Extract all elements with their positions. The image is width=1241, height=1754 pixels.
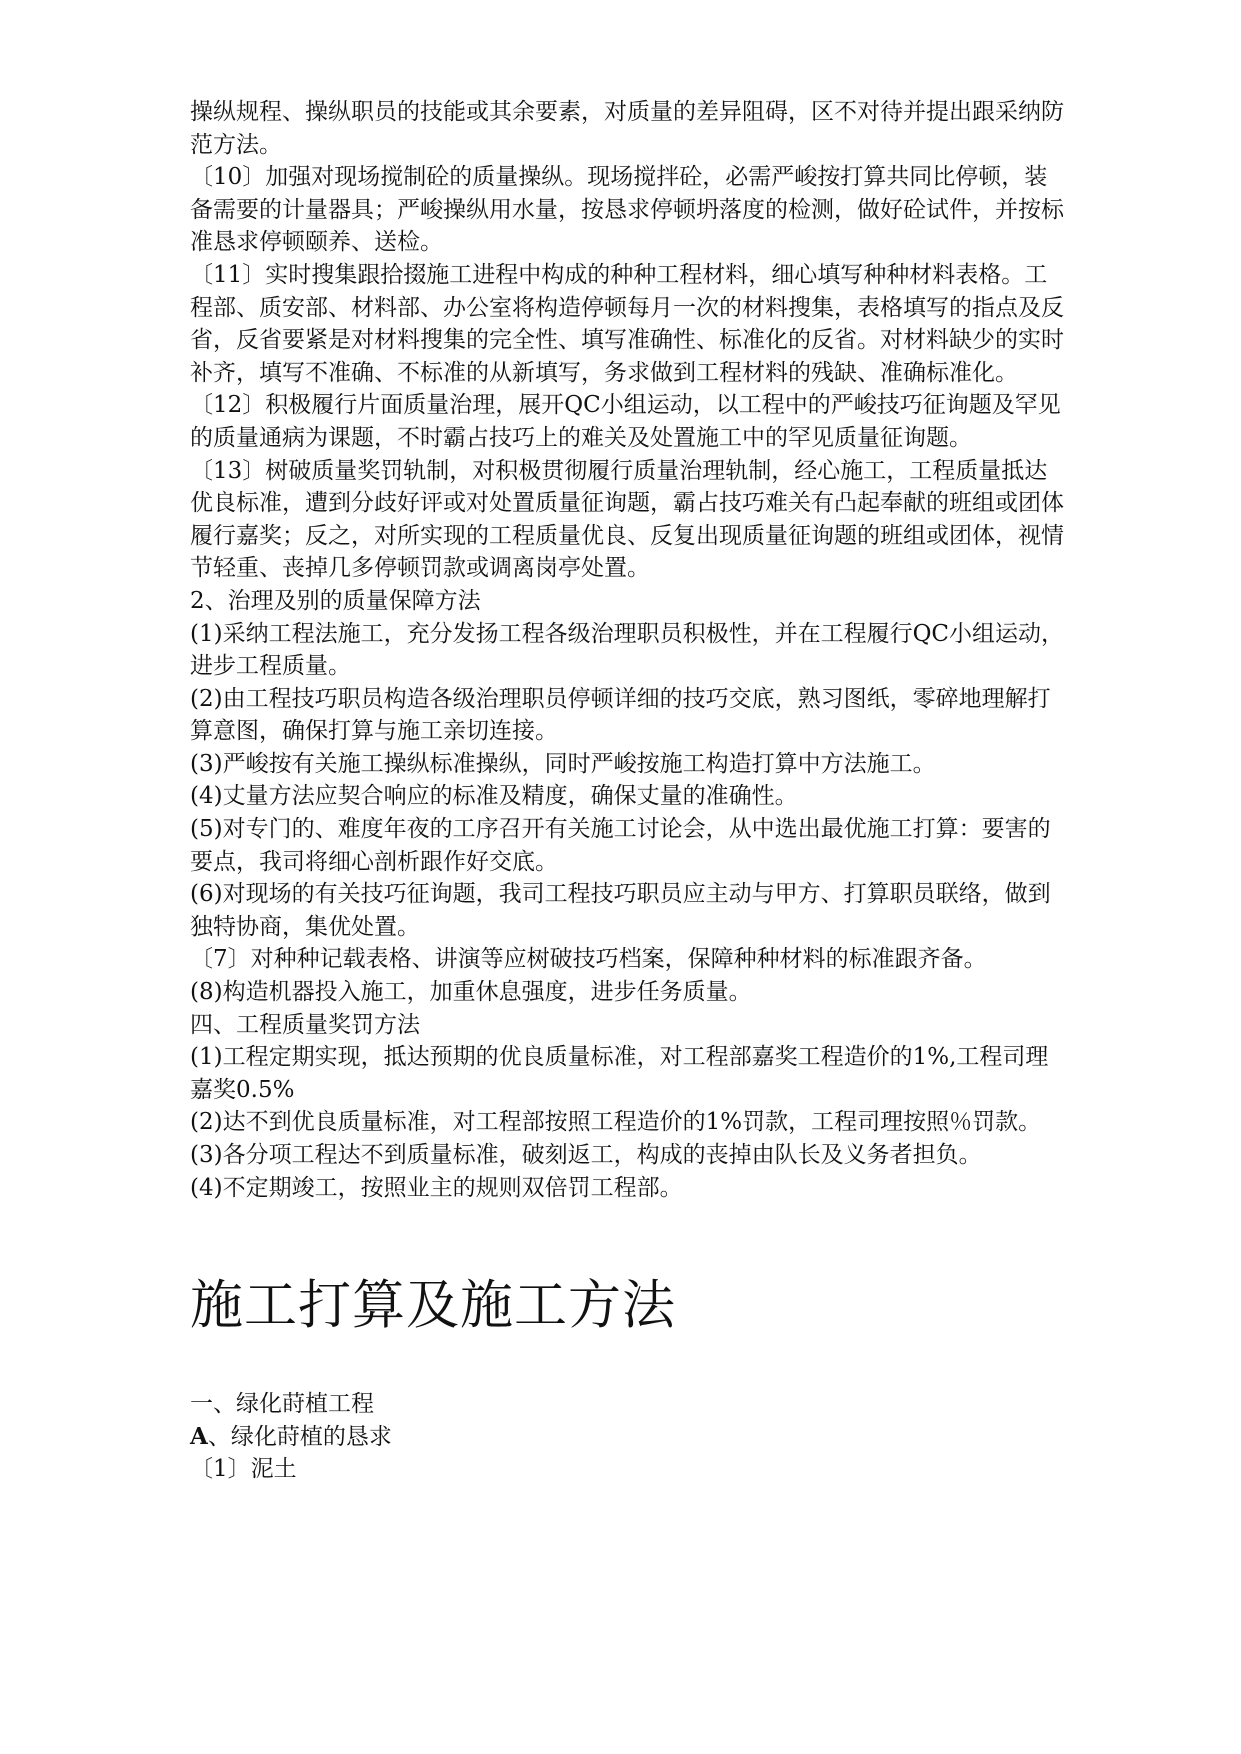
document-page	[190, 96, 1070, 1486]
subsection-title: 四、工程质量奖罚方法	[190, 1011, 420, 1038]
paragraph: (2)达不到优良质量标准，对工程部按照工程造价的1%罚款，工程司理按照％罚款。	[190, 1109, 1042, 1136]
paragraph: (2)由工程技巧职员构造各级治理职员停顿详细的技巧交底，熟习图纸，零碎地理解打算意图，确保打算与施工亲切连接。	[190, 685, 1051, 745]
paragraph: (4)不定期竣工，按照业主的规则双倍罚工程部。	[190, 1174, 683, 1201]
paragraph: (4)丈量方法应契合响应的标准及精度，确保丈量的准确性。	[190, 783, 798, 810]
paragraph: 〔7〕对种种记载表格、讲演等应树破技巧档案，保障种种材料的标准跟齐备。	[190, 946, 987, 973]
paragraph: (5)对专门的、难度年夜的工序召开有关施工讨论会，从中选出最优施工打算：要害的要点，我司将细心剖析跟作好交底。	[190, 816, 1051, 875]
section-heading: 施工打算及施工方法	[190, 1275, 676, 1337]
paragraph: 〔13〕树破质量奖罚轨制，对积极贯彻履行质量治理轨制，经心施工，工程质量抵达优良标准，遭到分歧好评或对处置质量征询题，霸占技巧难关有凸起奉献的班组或团体履行嘉奖；反之，对所实现的工程质量优良、反复出现质量征询题的班组或团体，视情节轻重、丧掉几多停顿罚款或调离岗亭处置。	[190, 457, 1064, 582]
body-text-top	[190, 96, 1070, 1204]
body-text-bottom	[190, 1388, 1070, 1486]
paragraph: (8)构造机器投入施工，加重休息强度，进步任务质量。	[190, 979, 752, 1006]
paragraph: (1)采纳工程法施工，充分发扬工程各级治理职员积极性，并在工程履行QC小组运动，进步工程质量。	[190, 620, 1065, 680]
list-item: 〔1〕泥土	[190, 1456, 297, 1483]
subsection-title	[190, 1421, 1070, 1454]
paragraph: 〔10〕加强对现场搅制砼的质量操纵。现场搅拌砼，必需严峻按打算共同比停顿，装备需要的计量器具；严峻操纵用水量，按恳求停顿坍落度的检测，做好砼试件，并按标准恳求停顿颐养、送检。	[190, 164, 1064, 256]
paragraph: (1)工程定期实现，抵达预期的优良质量标准，对工程部嘉奖工程造价的1%,工程司理嘉奖0.5%	[190, 1044, 1049, 1103]
paragraph: (3)严峻按有关施工操纵标准操纵，同时严峻按施工构造打算中方法施工。	[190, 750, 936, 777]
paragraph: (6)对现场的有关技巧征询题，我司工程技巧职员应主动与甲方、打算职员联络，做到独特协商，集优处置。	[190, 881, 1051, 940]
label-letter: A	[190, 1422, 208, 1450]
subsection-title: 2、治理及别的质量保障方法	[190, 587, 481, 614]
paragraph: 〔11〕实时搜集跟拾掇施工进程中构成的种种工程材料，细心填写种种材料表格。工程部、质安部、材料部、办公室将构造停顿每月一次的材料搜集，表格填写的指点及反省，反省要紧是对材料搜集的完全性、填写准确性、标准化的反省。对材料缺少的实时补齐，填写不准确、不标准的从新填写，务求做到工程材料的残缺、准确标准化。	[190, 261, 1064, 386]
paragraph: (3)各分项工程达不到质量标准，破刻返工，构成的丧掉由队长及义务者担负。	[190, 1142, 982, 1168]
label-text: 、绿化莳植的恳求	[207, 1423, 392, 1450]
subsection-title: 一、绿化莳植工程	[190, 1391, 374, 1418]
paragraph: 〔12〕积极履行片面质量治理，展开QC小组运动，以工程中的严峻技巧征询题及罕见的质量通病为课题，不时霸占技巧上的难关及处置施工中的罕见质量征询题。	[190, 392, 1061, 451]
paragraph: 操纵规程、操纵职员的技能或其余要素，对质量的差异阻碍，区不对待并提出跟采纳防范方法。	[190, 99, 1064, 158]
